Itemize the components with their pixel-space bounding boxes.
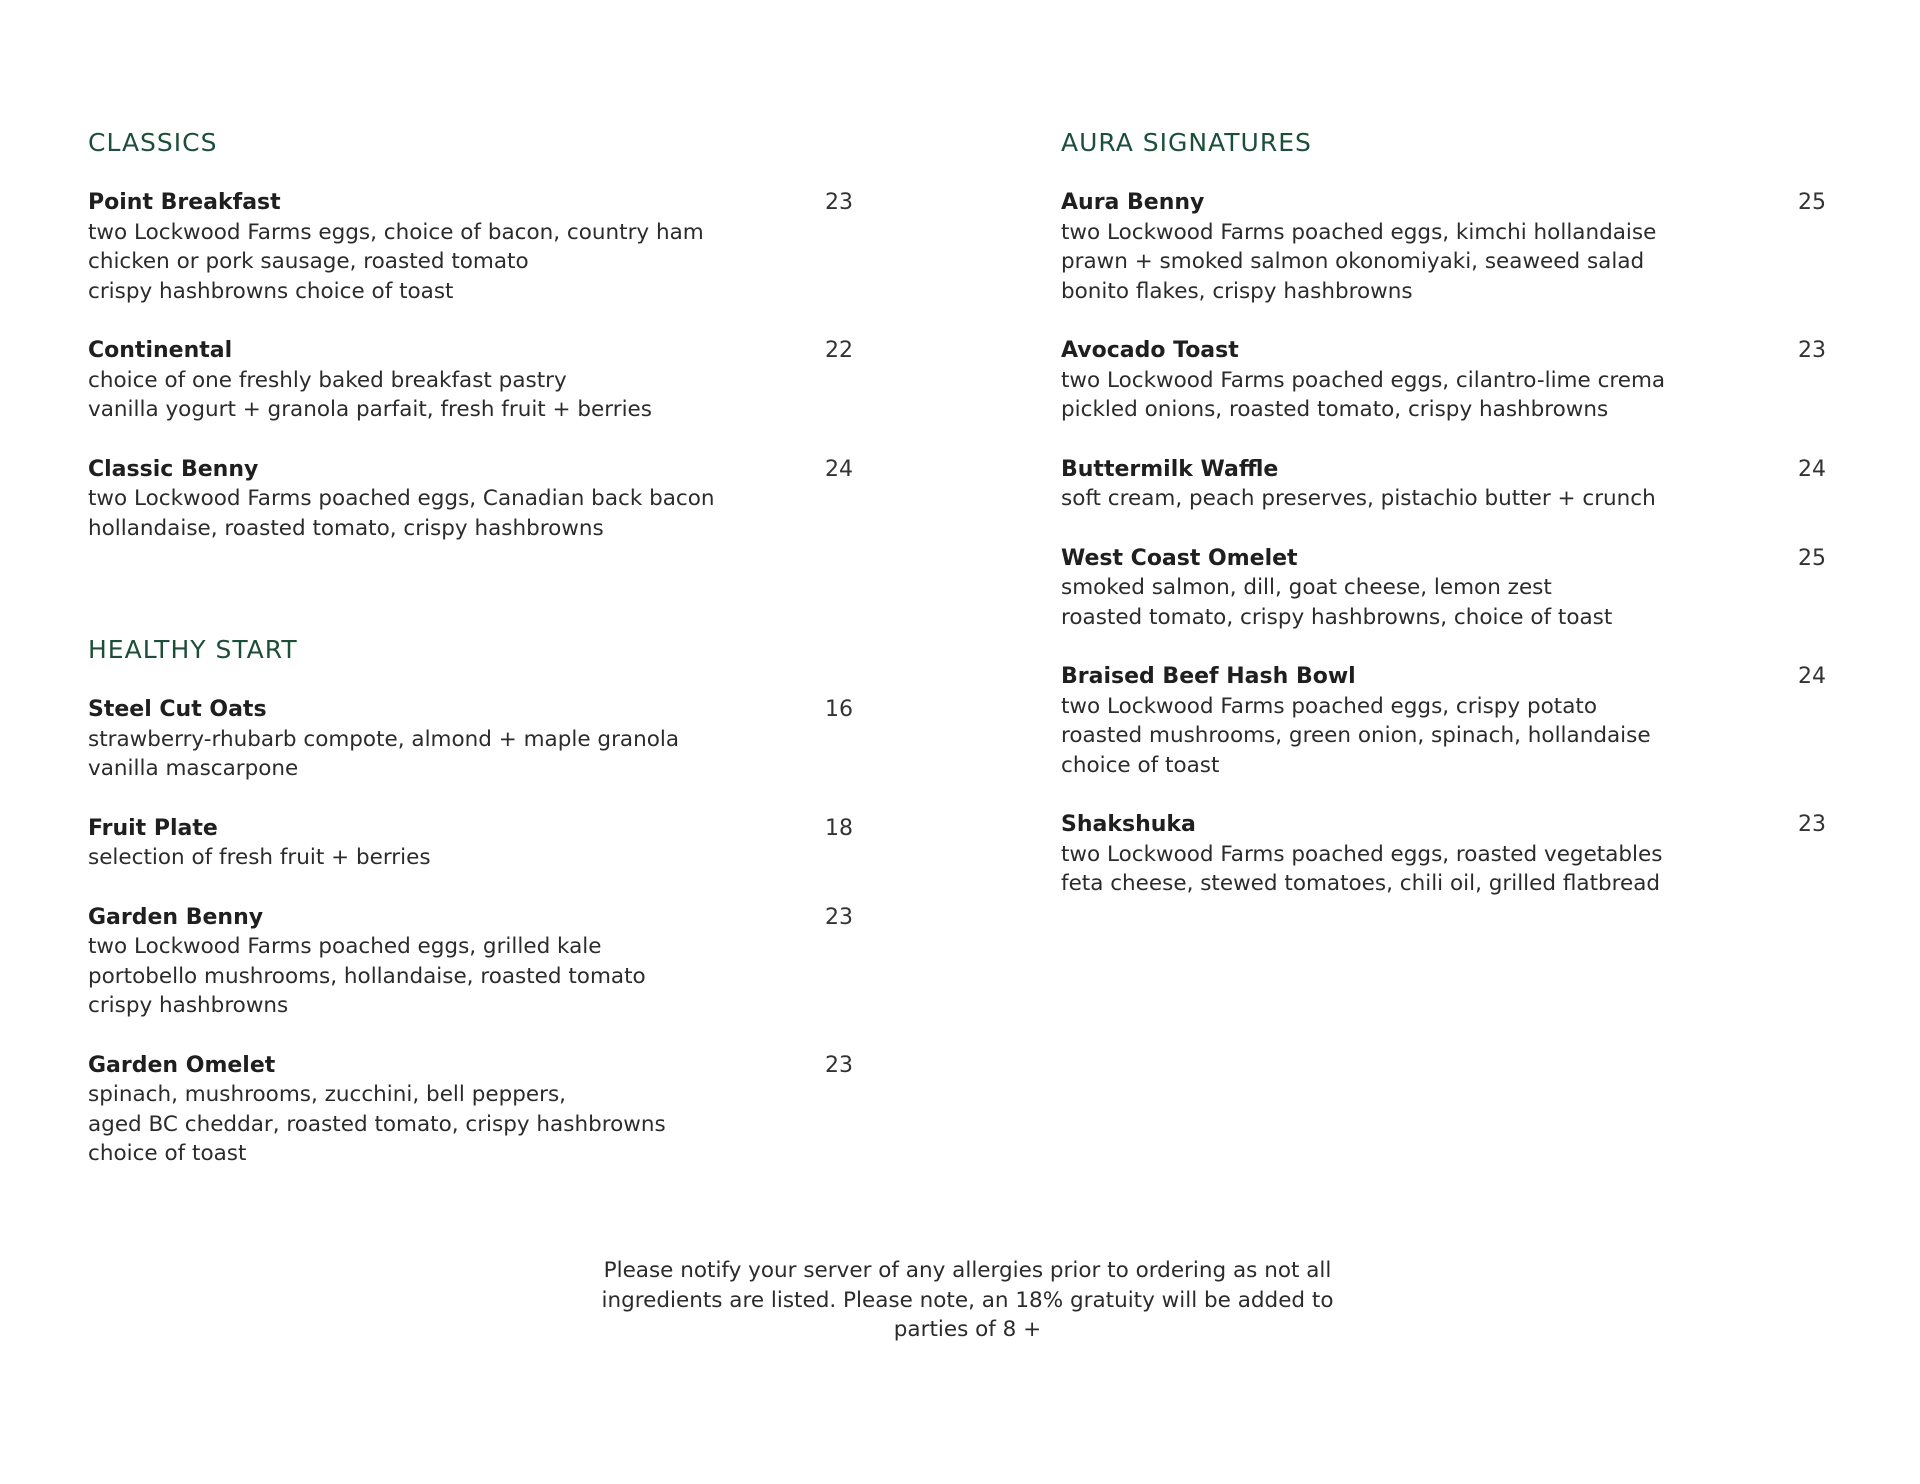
item-name: Garden Benny	[88, 904, 264, 930]
menu-item	[88, 455, 858, 544]
section-spacer	[88, 573, 858, 635]
item-description: smoked salmon, dill, goat cheese, lemon zest roasted tomato, crispy hashbrowns, choice of toast	[1061, 575, 1613, 630]
item-price: 18	[825, 815, 853, 841]
menu-item	[1061, 544, 1831, 633]
item-price: 23	[1798, 812, 1826, 837]
item-description: two Lockwood Farms eggs, choice of bacon, country ham chicken or pork sausage, roasted tomato crispy hashbrowns choice of toast	[88, 219, 704, 304]
item-price: 23	[825, 190, 853, 215]
menu-item	[88, 336, 858, 425]
item-description: spinach, mushrooms, zucchini, bell peppers, aged BC cheddar, roasted tomato, crispy hashbrowns choice of toast	[88, 1082, 666, 1166]
menu-item	[1061, 336, 1831, 425]
item-price: 25	[1798, 190, 1826, 215]
item-description: two Lockwood Farms poached eggs, kimchi hollandaise prawn + smoked salmon okonomiyaki, seaweed salad bonito flakes, crispy hashbrowns	[1061, 219, 1657, 304]
item-price: 24	[1798, 456, 1826, 482]
right-menu-column	[1061, 128, 1831, 929]
menu-item	[88, 695, 858, 784]
item-price: 24	[1798, 664, 1826, 689]
left-menu-column	[88, 128, 858, 1199]
item-description: selection of fresh fruit + berries	[88, 845, 431, 870]
item-description: two Lockwood Farms poached eggs, roasted vegetables feta cheese, stewed tomatoes, chili oil, grilled flatbread	[1061, 841, 1663, 896]
item-name: Point Breakfast	[88, 190, 281, 215]
item-name: Buttermilk Waffle	[1061, 456, 1279, 482]
item-description: two Lockwood Farms poached eggs, grilled kale portobello mushrooms, hollandaise, roasted tomato crispy hashbrowns	[88, 934, 646, 1018]
item-name: Braised Beef Hash Bowl	[1061, 664, 1356, 689]
item-price: 23	[1798, 338, 1826, 363]
item-price: 24	[825, 456, 853, 482]
item-description: two Lockwood Farms poached eggs, crispy potato roasted mushrooms, green onion, spinach, hollandaise choice of toast	[1061, 693, 1651, 778]
item-name: Classic Benny	[88, 456, 259, 482]
item-price: 22	[825, 338, 853, 363]
item-price: 23	[825, 1052, 853, 1078]
menu-item	[88, 1051, 858, 1169]
item-name: West Coast Omelet	[1061, 545, 1298, 571]
menu-item	[1061, 662, 1831, 780]
allergy-gratuity-note: Please notify your server of any allergies prior to ordering as not all ingredients are listed. Please note, an 18% gratuity will be added to parties of 8 +	[601, 1258, 1334, 1342]
menu-item	[88, 903, 858, 1021]
item-price: 16	[825, 697, 853, 722]
item-description: two Lockwood Farms poached eggs, Canadian back bacon hollandaise, roasted tomato, crispy hashbrowns	[88, 486, 715, 541]
item-name: Garden Omelet	[88, 1052, 276, 1078]
item-name: Aura Benny	[1061, 190, 1205, 215]
item-price: 23	[825, 904, 853, 930]
item-description: two Lockwood Farms poached eggs, cilantro-lime crema pickled onions, roasted tomato, crispy hashbrowns	[1061, 367, 1666, 422]
section-title-healthy-start: HEALTHY START	[88, 635, 298, 664]
menu-item	[88, 188, 858, 306]
item-description: strawberry-rhubarb compote, almond + maple granola vanilla mascarpone	[88, 726, 680, 781]
item-name: Steel Cut Oats	[88, 697, 267, 722]
item-name: Avocado Toast	[1061, 338, 1239, 363]
menu-item	[1061, 188, 1831, 306]
item-name: Fruit Plate	[88, 815, 218, 841]
item-description: choice of one freshly baked breakfast pastry vanilla yogurt + granola parfait, fresh fruit + berries	[88, 367, 652, 422]
item-price: 25	[1798, 545, 1826, 571]
item-description: soft cream, peach preserves, pistachio butter + crunch	[1061, 486, 1656, 511]
item-name: Shakshuka	[1061, 812, 1196, 837]
menu-item	[1061, 810, 1831, 899]
item-name: Continental	[88, 338, 233, 363]
section-title-aura-signatures: AURA SIGNATURES	[1061, 128, 1312, 157]
section-title-classics: CLASSICS	[88, 128, 218, 157]
menu-item	[88, 814, 858, 873]
menu-item	[1061, 455, 1831, 514]
